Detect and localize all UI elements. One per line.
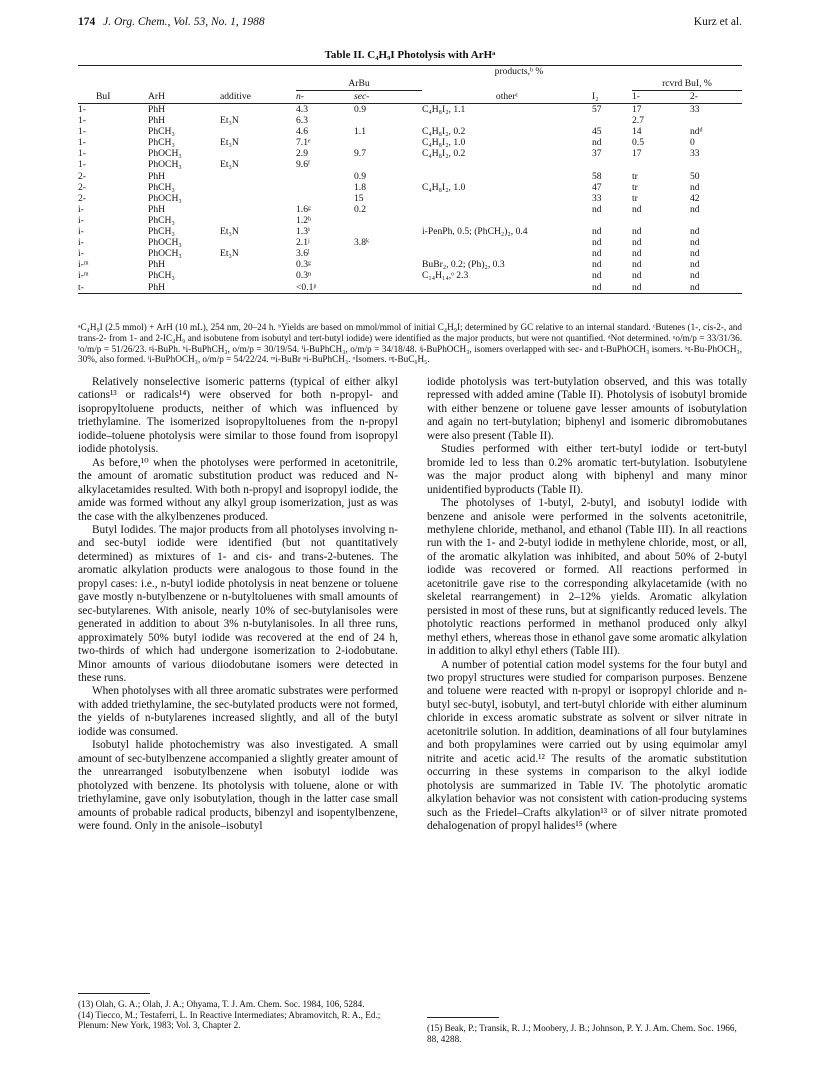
table-cell: 0 [690,137,695,149]
table-cell: 1- [78,115,86,127]
footnote-rule-left [78,993,150,994]
col-header-additive: additive [220,91,296,104]
table-footnote: ᵃC₄H₉I (2.5 mmol) + ArH (10 mL), 254 nm, 20–24 h. ᵇYields are based on mmol/mmol of initial C₄H₉I; determined by GC relative to an internal standard. ᶜButenes (1-, cis-2-, and trans-2- from 1- and 2-IC₄H₉ and isobutene from isobutyl and tert-butyl iodide) were identified as the major products, but were not quantified. ᵈNot determined. ᵉo/m/p = 33/31/36. ᶠo/m/p = 51/26/23. ᵍi-BuPh. ʰi-BuPhCH₃, o/m/p = 30/19/54. ⁱi-BuPhCH₃, o/m/p = 34/18/48. ʲi-BuPhOCH₃, isomers overlapped with sec- and t-BuPhOCH₃ isomers. ᵏt-Bu-PhOCH₃, 30%, also formed. ˡi-BuPhOCH₃, o/m/p = 54/22/24. ᵐi-BuBr ⁿi-BuPhCH₃. ᵒIsomers. ᵖt-BuC₆H₅. [78,322,742,365]
table-cell: nd [632,237,642,249]
table-cell: <0.1ᵖ [296,282,354,294]
table-cell [690,159,742,170]
table-cell: i- [78,203,84,215]
table-cell: nd [690,226,700,238]
table-row [78,282,742,294]
table-cell: i- [78,214,84,226]
table-row [78,226,742,237]
table-cell [422,237,592,248]
table-cell [220,204,296,215]
body-paragraph: As before,¹⁰ when the photolyses were performed in acetonitrile, the amount of aromatic substitution product was reduced and N-alkylacetamides resulted. With both n-propyl and isopropyl iodide, the amide was formed without any alkyl group isomerization, just as was the case with the alkylbenzenes produced. [78,456,398,523]
table-cell: 42 [690,192,700,204]
table-cell: 9.7 [354,148,366,160]
table-cell: Et₃N [220,226,239,238]
col-header-bui: BuI [78,91,148,104]
table-cell [690,115,742,126]
table-cell: nd [592,226,602,238]
table-cell: i-ᵐ [78,270,89,282]
table-cell [354,282,422,294]
col-header-i2: I₂ [592,91,632,104]
table-cell: PhH [148,115,166,127]
body-paragraph: Relatively nonselective isomeric patterns (typical of either alkyl cations¹³ or radicals¹⁴) were observed for both n-propyl- and isopropyltoluene products, neither of which was influenced by triethylamine. The isomerized isopropyltoluenes from the n-propyl iodide–toluene photolysis were similar to those found from isopropyl iodide photolysis. [78,376,398,456]
col-header-other: otherᶜ [422,91,592,104]
table-title: Table II. C₄H₉I Photolysis with ArHᵃ [324,49,496,61]
products-group-header: products,ᵇ % [296,66,742,79]
table-cell: t- [78,282,148,294]
table-cell: 3.8ᵏ [354,237,370,249]
table-cell: tr [632,181,638,193]
footnote-rule-right [427,1017,499,1018]
body-paragraph: A number of potential cation model systems for the four butyl and two propyl structures were studied for comparison purposes. Benzene and toluene were reacted with n-propyl or isopropyl chloride and n-butyl sec-butyl, isobutyl, and tert-butyl chloride with either aluminum chloride in excess aromatic substrate as solvent or silver nitrate in acetonitrile solution. In addition, deaminations of all four butylamines and both propylamines were carried out by using equimolar amyl nitrite and acetic acid.¹² The results of the aromatic substitution occurring in these systems in comparison to the alkyl iodide photolysis are summarized in Table IV. The photolytic aromatic alkylation behavior was not consistent with cation-producing systems such as the Friedel–Crafts alkylation¹³ or of silver nitrate promoted dehalogenation of propyl halides¹⁵ (where [427,658,747,832]
table-cell: nd [690,237,700,249]
table-cell: C₄H₈I₂, 1.0 [422,137,466,149]
running-header [78,16,742,32]
table-cell: 2.9 [296,148,308,160]
table-cell: nd [632,203,642,215]
table-cell: 0.3ᵍ [296,259,311,271]
table-cell [296,193,354,204]
table-cell: 4.3 [296,104,308,115]
table-cell: 58 [592,170,602,182]
table-cell [220,148,296,159]
table-cell: PhCH₃ [148,214,175,226]
table-cell: nd [690,270,700,282]
table-cell: 1.6ᵍ [296,203,311,215]
body-paragraph: Isobutyl halide photochemistry was also investigated. A small amount of sec-butylbenzene accompanied a slightly greater amount of the unrearranged isobutylbenzene when isobutyl iodide was photolyzed with benzene. Its photolysis with toluene, alone or with triethylamine, gave only isobutylation, though in the latter case small amounts of probable radical products, bibenzyl and isopentylbenzene, were found. Only in the anisole–isobutyl [78,739,398,832]
table-cell [354,115,422,126]
table-cell: PhH [148,203,166,215]
table-cell: 1- [78,126,86,138]
table-cell: PhH [148,259,166,271]
table-cell: nd [592,270,602,282]
table-cell: nd [632,226,642,238]
table-cell: PhCH₃ [148,270,175,282]
table-cell: PhH [148,170,166,182]
table-cell: 2.1ʲ [296,237,310,249]
table-cell: C₄H₈I₂, 0.2 [422,126,466,138]
table-cell [632,159,690,170]
authors: Kurz et al. [693,16,742,28]
table-cell: i- [78,248,84,260]
table-cell [220,171,296,182]
table-cell: 2- [78,170,86,182]
reference-entry: (14) Tiecco, M.; Testaferri, L. In Reactive Intermediates; Abramovitch, R. A., Ed.; Plenum: New York, 1983; Vol. 3, Chapter 2. [78,1009,381,1030]
table-cell: PhCH₃ [148,181,175,193]
table-cell: C₄H₈I₂, 1.1 [422,104,466,115]
table-cell: C₄H₈I₂, 1.0 [422,181,466,193]
table-cell: 1.8 [354,181,366,193]
table-cell [592,159,632,170]
table-cell: 15 [354,192,364,204]
table-cell: nd [592,137,602,149]
table-cell: 1- [78,137,86,149]
reference-entry: (15) Beak, P.; Transik, R. J.; Moobery, J. B.; Johnson, P. Y. J. Am. Chem. Soc. 1966, 88, 4288. [427,1023,737,1044]
references-right [427,1023,747,1044]
body-paragraph: Butyl Iodides. The major products from all photolyses involving n- and sec-butyl iodide were identified (but not quantitatively determined) as mixtures of 1- and cis- and trans-2-butenes. The aromatic alkylation products were analogous to those found in the propyl cases: i.e., n-butyl iodide photolysis in neat benzene or toluene gave mostly n-butylbenzene or n-butyltoluenes with small amounts of sec-butylarenes. With anisole, nearly 10% of sec-butylanisoles were generated in addition to about 3% n-butylanisoles. In all three runs, approximately 50% butyl iodide was recovered at the end of 24 h, two-thirds of which had undergone isomerization to 2-iodobutane. Minor amounts of various diiodobutane isomers were detected in these runs. [78,523,398,684]
body-paragraph: When photolyses with all three aromatic substrates were performed with added triethylamine, the sec-butylated products were not formed, the yields of n-butylarenes increased slightly, and all of the butyl iodide was consumed. [78,685,398,738]
table-cell: C₁₄H₁₄,ᵒ 2.3 [422,270,469,282]
table-cell: 9.6ᶠ [296,159,310,171]
table-cell [354,215,422,226]
table-cell [690,215,742,226]
table-cell [422,193,592,204]
table-cell: nd [592,203,602,215]
table-cell [422,248,592,259]
table-cell: nd [690,282,742,294]
journal-citation: J. Org. Chem., Vol. 53, No. 1, 1988 [103,16,265,28]
reference-entry: (13) Olah, G. A.; Olah, J. A.; Ohyama, T. J. Am. Chem. Soc. 1984, 106, 5284. [78,999,365,1009]
table-cell: PhOCH₃ [148,248,182,260]
table-row [78,215,742,226]
left-column [78,376,398,833]
table-row [78,248,742,259]
table-cell: nd [690,248,700,260]
table-cell: PhCH₃ [148,126,175,138]
table-cell: 33 [690,104,700,115]
table-cell [632,215,690,226]
right-column [427,376,747,833]
table-cell [422,115,592,126]
table-cell: 2- [78,192,86,204]
table-cell [220,182,296,193]
col-header-1: 1- [632,91,690,104]
table-cell: PhOCH₃ [148,237,182,249]
table-cell: Et₃N [220,159,239,171]
body-paragraph: The photolyses of 1-butyl, 2-butyl, and isobutyl iodide with benzene and anisole were performed in the solvents acetonitrile, methylene chloride, methanol, and ethanol (Table III). In all reactions run with the 1- and 2-butyl iodide in methylene chloride, most, or all, of the aromatic alkylation was inhibited, and about 50% of 2-butyl iodide was recovered or formed. All reactions performed in acetonitrile gave rise to the corresponding alkylacetamide (with no skeletal rearrangement) in 2–12% yields. Aromatic alkylation persisted in most of these runs, but at significantly reduced levels. The photolytic reactions performed in methanol produced only alkyl methyl ethers, whereas those in ethanol gave some aromatic alkylation in addition to alkyl ethyl ethers (Table III). [427,497,747,658]
table-cell: C₄H₈I₂, 0.2 [422,148,466,160]
table-cell [220,126,296,137]
table-cell: nd [690,203,700,215]
table-cell: 0.9 [354,170,366,182]
table-cell [220,193,296,204]
col-header-2: 2- [690,91,742,104]
table-cell [220,282,296,294]
table-cell: 1- [78,104,86,115]
table-cell: 0.2 [354,203,366,215]
table-cell [592,215,632,226]
col-header-sec: sec- [354,91,422,104]
table-cell [354,270,422,281]
results-table [78,65,742,294]
table-cell: 33 [690,148,700,160]
table-cell: 7.1ᵉ [296,137,311,149]
table-cell: 2- [78,181,86,193]
table-cell: 37 [592,148,602,160]
page-number: 174 [78,16,96,28]
table-cell: 47 [592,181,602,193]
table-cell [422,171,592,182]
table-row [78,159,742,170]
table-row [78,104,742,116]
table-cell: BuBr₂, 0.2; (Ph)₂, 0.3 [422,259,505,271]
table-cell: Et₃N [220,137,239,149]
table-cell: 1.1 [354,126,366,138]
table-row [78,171,742,182]
table-cell: 0.3ⁿ [296,270,312,282]
table-cell [220,215,296,226]
table-cell [354,248,422,259]
table-row [78,193,742,204]
table-cell [220,259,296,270]
table-cell: nd [632,282,690,294]
table-cell [220,104,296,116]
rcvrd-group-header: rcvrd BuI, % [632,78,742,91]
table-cell: 6.3 [296,115,308,127]
table-cell [354,259,422,270]
table-cell: i-ᵐ [78,259,89,271]
table-row [78,148,742,159]
table-cell: nd [592,259,602,271]
table-cell: nd [690,181,700,193]
body-paragraph: iodide photolysis was tert-butylation observed, and this was totally repressed with added amine (Table II). Photolysis of isobutyl bromide with either benzene or toluene gave lesser amounts of isobutylation and again no tert-butylation; biphenyl and isomeric dibromobutanes were also present (Table II). [427,376,747,442]
table-cell: 50 [690,170,700,182]
table-cell [296,171,354,182]
table-cell: PhOCH₃ [148,159,182,171]
table-cell: nd [690,259,700,271]
table-cell: 1- [78,148,86,160]
table-body [78,104,742,294]
table-cell: 17 [632,148,642,160]
table-cell: 1- [78,159,86,171]
table-cell: 2.7 [632,115,644,127]
table-cell: PhH [148,104,166,115]
table-cell: 57 [592,104,602,115]
table-cell: 17 [632,104,642,115]
table-row [78,137,742,148]
table-cell: nd [592,282,632,294]
arbu-group-header: ArBu [296,78,422,91]
table-cell [422,159,592,170]
table-cell: Et₃N [220,115,239,127]
table-row [78,204,742,215]
table-cell: 3.6ˡ [296,248,310,260]
table-cell: nd [632,259,642,271]
col-header-n: n- [296,91,354,104]
table-cell: ndᵈ [690,126,703,138]
table-cell: 1.3ⁱ [296,226,310,238]
table-cell: i- [78,226,84,238]
table-row [78,270,742,281]
body-paragraph: Studies performed with either tert-butyl iodide or tert-butyl bromide led to less than 0.2% aromatic tert-butylation. Isobutylene was the major product along with biphenyl and many minor unidentified byproducts (Table II). [427,443,747,496]
table-cell: 4.6 [296,126,308,138]
table-cell [422,204,592,215]
table-cell [592,115,632,126]
table-cell: Et₃N [220,248,239,260]
table-cell: PhOCH₃ [148,192,182,204]
table-cell: nd [592,237,602,249]
table-row [78,259,742,270]
table-cell: PhCH₃ [148,137,175,149]
table-row [78,126,742,137]
table-cell [296,182,354,193]
table-cell: i-PenPh, 0.5; (PhCH₂)₂, 0.4 [422,226,528,238]
table-cell: 0.5 [632,137,644,149]
table-row [78,115,742,126]
table-cell: nd [592,248,602,260]
table-cell: PhH [148,282,220,294]
table-cell: 0.9 [354,104,366,115]
table-cell [220,270,296,281]
table-cell: i- [78,237,84,249]
table-cell: tr [632,170,638,182]
table-cell: PhOCH₃ [148,148,182,160]
table-cell: nd [632,270,642,282]
table-cell: nd [632,248,642,260]
table-row [78,182,742,193]
table-cell: 33 [592,192,602,204]
references-left [78,999,398,1031]
table-cell [220,237,296,248]
table-cell: 45 [592,126,602,138]
table-cell [422,215,592,226]
table-cell [354,159,422,170]
table-cell: 1.2ʰ [296,214,312,226]
table-cell: PhCH₃ [148,226,175,238]
table-cell: tr [632,192,638,204]
table-cell [422,282,592,294]
table-cell [354,226,422,237]
col-header-arh: ArH [148,91,220,104]
table-cell [354,137,422,148]
table-row [78,237,742,248]
table-cell: 14 [632,126,642,138]
